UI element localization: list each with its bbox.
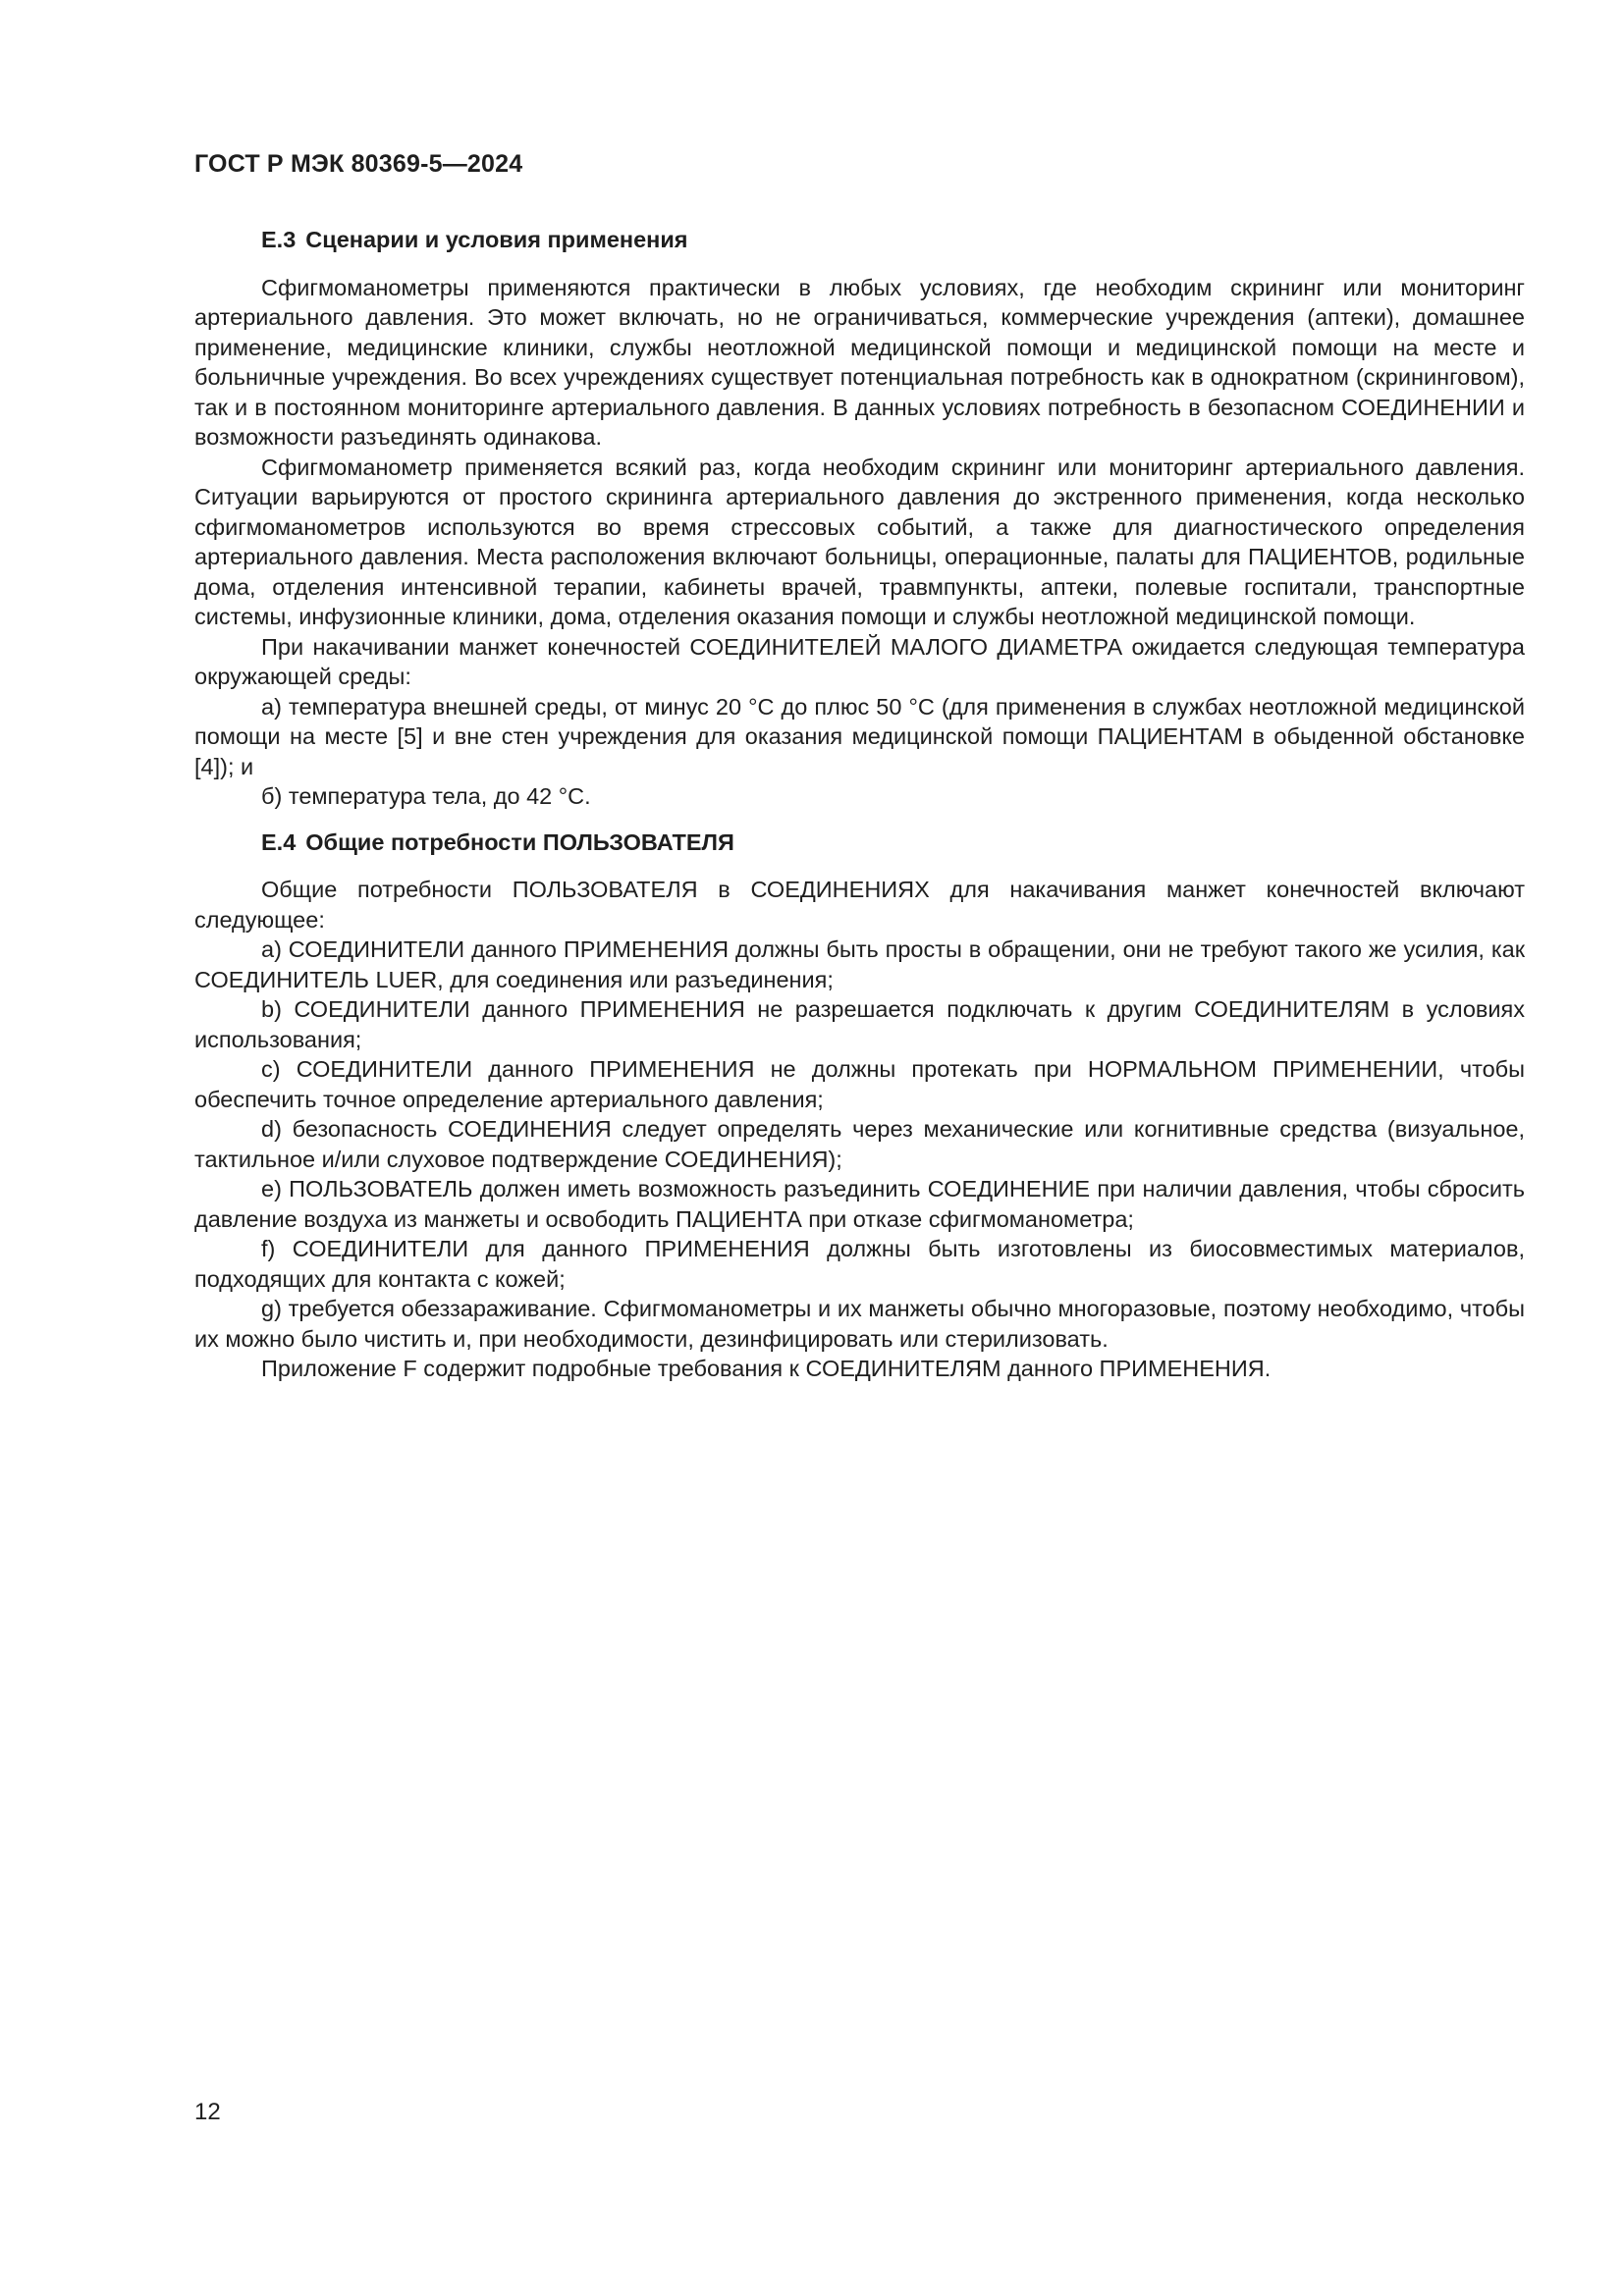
paragraph: При накачивании манжет конечностей СОЕДИНИТЕЛЕЙ МАЛОГО ДИАМЕТРА ожидается следующая температура окружающей среды: bbox=[194, 633, 1525, 689]
paragraph: Сфигмоманометр применяется всякий раз, когда необходим скрининг или мониторинг артериального давления. Ситуации варьируются от простого скрининга артериального давления до экстренного применения, когда несколько сфигмоманометров используются во время стрессовых событий, а также для диагностического определения артериального давления. Места расположения включают больницы, операционные, палаты для ПАЦИЕНТОВ, родильные дома, отделения интенсивной терапии, кабинеты врачей, травмпункты, аптеки, полевые госпитали, транспортные системы, инфузионные клиники, дома, отделения оказания помощи и службы неотложной медицинской помощи. bbox=[194, 454, 1525, 629]
section-e3-heading: Сценарии и условия применения bbox=[305, 227, 688, 252]
page-number: 12 bbox=[194, 2099, 221, 2125]
list-item: а) температура внешней среды, от минус 20 °С до плюс 50 °С (для применения в службах неотложной медицинской помощи на месте [5] и вне стен учреждения для оказания медицинской помощи ПАЦИЕНТАМ в обыденной обстановке [4]); и bbox=[194, 693, 1525, 779]
section-e4-title bbox=[194, 828, 1525, 858]
paragraph: Сфигмоманометры применяются практически в любых условиях, где необходим скрининг или мониторинг артериального давления. Это может включать, но не ограничиваться, коммерческие учреждения (аптеки), домашнее применение, медицинские клиники, службы неотложной медицинской помощи и медицинской помощи на месте и больничные учреждения. Во всех учреждениях существует потенциальная потребность как в однократном (скрининговом), так и в постоянном мониторинге артериального давления. В данных условиях потребность в безопасном СОЕДИНЕНИИ и возможности разъединять одинакова. bbox=[194, 274, 1525, 450]
list-item: c) СОЕДИНИТЕЛИ данного ПРИМЕНЕНИЯ не должны протекать при НОРМАЛЬНОМ ПРИМЕНЕНИИ, чтобы обеспечить точное определение артериального давления; bbox=[194, 1056, 1525, 1112]
section-e4-number: E.4 bbox=[261, 828, 297, 855]
list-item: б) температура тела, до 42 °С. bbox=[261, 783, 591, 809]
document-body bbox=[194, 225, 1525, 1384]
paragraph: Общие потребности ПОЛЬЗОВАТЕЛЯ в СОЕДИНЕНИЯХ для накачивания манжет конечностей включают следующее: bbox=[194, 877, 1525, 933]
section-e3-title bbox=[194, 225, 1525, 255]
list-item: a) СОЕДИНИТЕЛИ данного ПРИМЕНЕНИЯ должны быть просты в обращении, они не требуют такого же усилия, как СОЕДИНИТЕЛЬ LUER, для соединения или разъединения; bbox=[194, 936, 1525, 992]
list-item: e) ПОЛЬЗОВАТЕЛЬ должен иметь возможность разъединить СОЕДИНЕНИЕ при наличии давления, чтобы сбросить давление воздуха из манжеты и освободить ПАЦИЕНТА при отказе сфигмоманометра; bbox=[194, 1176, 1525, 1232]
paragraph: Приложение F содержит подробные требования к СОЕДИНИТЕЛЯМ данного ПРИМЕНЕНИЯ. bbox=[261, 1356, 1272, 1381]
list-item: g) требуется обеззараживание. Сфигмоманометры и их манжеты обычно многоразовые, поэтому необходимо, чтобы их можно было чистить и, при необходимости, дезинфицировать или стерилизовать. bbox=[194, 1296, 1525, 1352]
document-header: ГОСТ Р МЭК 80369-5—2024 bbox=[194, 150, 523, 178]
list-item: b) СОЕДИНИТЕЛИ данного ПРИМЕНЕНИЯ не разрешается подключать к другим СОЕДИНИТЕЛЯМ в условиях использования; bbox=[194, 996, 1525, 1052]
list-item: d) безопасность СОЕДИНЕНИЯ следует определять через механические или когнитивные средства (визуальное, тактильное и/или слуховое подтверждение СОЕДИНЕНИЯ); bbox=[194, 1116, 1525, 1172]
list-item: f) СОЕДИНИТЕЛИ для данного ПРИМЕНЕНИЯ должны быть изготовлены из биосовместимых материалов, подходящих для контакта с кожей; bbox=[194, 1236, 1525, 1292]
section-e4-heading: Общие потребности ПОЛЬЗОВАТЕЛЯ bbox=[305, 828, 734, 855]
section-e3-number: E.3 bbox=[261, 227, 297, 252]
